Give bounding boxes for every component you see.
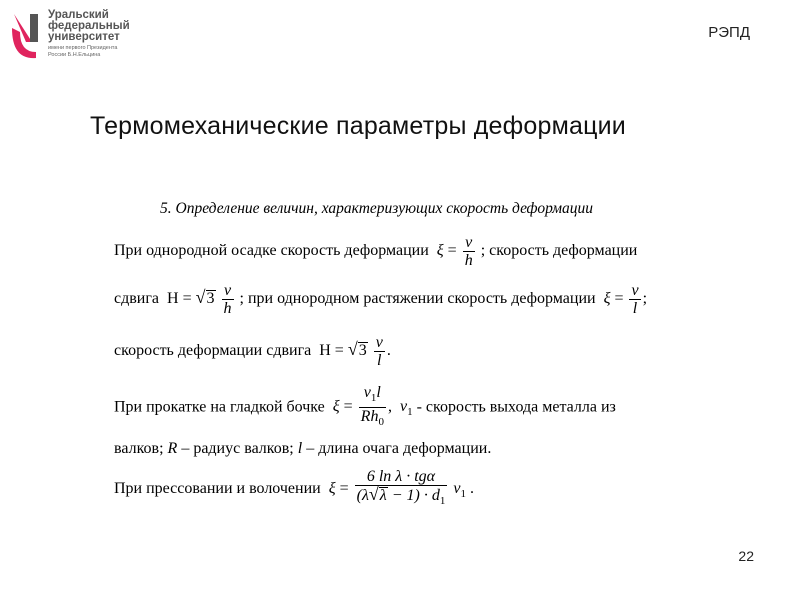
formula-line-5 [114,440,491,458]
symbol-r: R [167,440,178,457]
formula-rolling: ξ = $\frac{v_1l}{Rh_0}$ , $v_1$ [332,384,413,429]
course-tag: РЭПД [708,24,750,41]
line3-text-a: скорость деформации сдвига [114,342,312,360]
logo-university-name: Уральский федеральный университет [48,9,130,43]
line5-text-b: – радиус валков; [181,440,294,457]
formula-line-3 [114,334,391,369]
formula-line-1 [114,234,637,269]
slide-title: Термомеханические параметры деформации [90,112,626,140]
line6-text-a: При прессовании и волочении [114,479,321,497]
line1-text-a: При однородной осадке скорость деформации [114,242,429,260]
formula-xi-v-l: ξ = $\frac{v}{l}$ ; [603,282,648,317]
line4-text-b: - скорость выхода металла из [416,398,616,416]
page-number: 22 [738,548,754,564]
formula-xi-v-h: ξ = $\frac{v}{h}$ [436,234,473,269]
line1-text-b: ; скорость деформации [480,242,638,260]
line5-text-a: валков; [114,440,164,457]
line4-text-a: При прокатке на гладкой бочке [114,398,325,416]
formula-eta-sqrt3-v-l: Η = √3 $\frac{v}{l}$ . [315,334,391,369]
line5-text-c: – длина очага деформации. [306,440,492,457]
formula-line-4 [114,384,616,431]
formula-pressing: ξ = $\frac{\text{6 ln λ · tgα}}{(\lambda√\lambda - 1) \cdot d_1}$ $v_1$ . [328,468,474,508]
formula-line-2 [114,282,647,317]
line2-text-a: сдвига [114,290,160,308]
formula-line-6 [114,468,474,510]
logo-university-subtitle: имени первого Президента России Б.Н.Ельцина [48,45,118,58]
section-heading: 5. Определение величин, характеризующих скорость деформации [160,200,593,217]
formula-eta-sqrt3-v-h: Η = √3 $\frac{v}{h}$ [163,282,232,317]
symbol-l: l [297,440,303,457]
line2-text-b: ; при однородном растяжении скорость деформации [239,290,596,308]
